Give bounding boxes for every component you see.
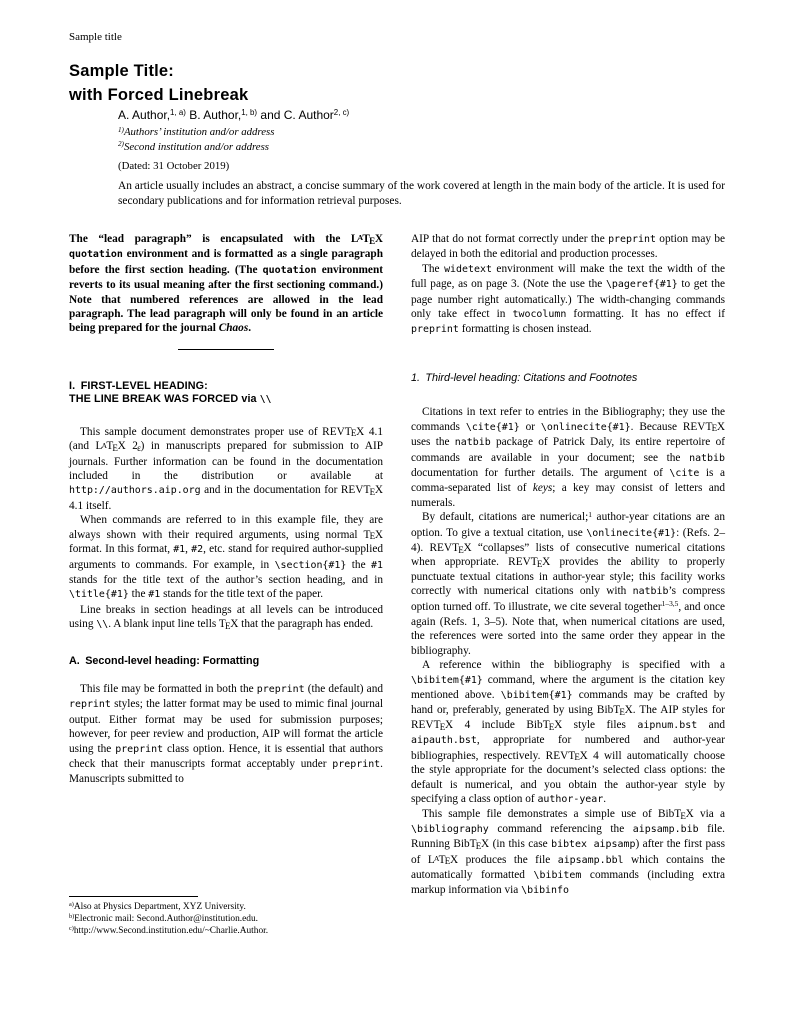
paragraph: This file may be formatted in both the preprint (the default) and reprint styles; the latter format may be used to mimic final journal output. Either format may be used for submission purposes; however, for peer review and production, AIP will format the article using the preprint class option. Hence, it is essential that authors check that their manuscripts format acceptably under preprint. Manuscripts submitted to bbox=[69, 683, 383, 786]
section-heading-line2: THE LINE BREAK WAS FORCED via \\ bbox=[69, 393, 272, 406]
paragraph: The widetext environment will make the text the width of the full page, as on page 3. (Note the use the \pageref{#1} to get the page number right automatically.) The width-changing commands only take effect in twocolumn formatting. It has no effect if preprint formatting is chosen instead. bbox=[411, 262, 725, 336]
affiliation-1: $^{1)}$Authors’ institution and/or address bbox=[118, 125, 275, 138]
running-head: Sample title bbox=[69, 31, 122, 43]
left-column bbox=[69, 232, 383, 787]
footnote-c: $^{c)}$http://www.Second.institution.edu/~Charlie.Author. bbox=[69, 924, 269, 936]
footnote-rule bbox=[69, 896, 198, 897]
separator-rule bbox=[178, 349, 274, 350]
right-column bbox=[411, 232, 725, 899]
paragraph: By default, citations are numerical;$^1$ author-year citations are an option. To give a textual citation, use \onlinecite{#1}: (Refs. 2–4). REVTEX “collapses” lists of consecutive numerical citations when appropriate. REVTEX provides the ability to properly punctuate textual citations in author-year style; this facility works correctly with numerical citations only with natbib’s compress option turned off. To illustrate, we cite several together$^{1-3,5}$, and once again (Refs. 1, 3–5). Note that, when numerical citations are used, the references were sorted into the same order they appear in the bibliography. bbox=[411, 509, 725, 657]
author-list: A. Author,$^{1, a)}$ B. Author,$^{1, b)}$ and C. Author$^{2, c)}$ bbox=[118, 108, 350, 122]
footnote-block bbox=[69, 896, 383, 937]
dated-line: (Dated: 31 October 2019) bbox=[118, 160, 230, 172]
paragraph: This sample file demonstrates a simple use of BibTEX via a \bibliography command referencing the aipsamp.bib file. Running BibTEX (in this case bibtex aipsamp) after the first pass of LATEX produces the file aipsamp.bbl which contains the automatically formatted \bibitem commands (including extra markup information via \bibinfo bbox=[411, 808, 726, 897]
abstract-text: An article usually includes an abstract, a concise summary of the work covered at length in the main body of the article. It is used for secondary publications and for information retrieval purposes. bbox=[118, 180, 725, 207]
footnote-a: $^{a)}$Also at Physics Department, XYZ University. bbox=[69, 901, 246, 912]
affiliations bbox=[118, 126, 274, 155]
lead-paragraph: The “lead paragraph” is encapsulated with the LATEX quotation environment and is formatted as a single paragraph before the first section heading. (The quotation environment reverts to its usual meaning after the first sectioning command.) Note that numbered references are allowed in the lead paragraph. The lead paragraph will only be found in an article being prepared for the journal Chaos. bbox=[69, 233, 383, 335]
section-heading-line1: I. FIRST-LEVEL HEADING: bbox=[69, 379, 208, 392]
subsection-heading-third-level: 1. Third-level heading: Citations and Footnotes bbox=[411, 371, 638, 384]
subsection-heading-second-level: A. Second-level heading: Formatting bbox=[69, 654, 260, 667]
paragraph: This sample document demonstrates proper use of REVTEX 4.1 (and LATEX 2ε) in manuscripts prepared for submission to AIP journals. Further information can be found in the documentation included in the distribution or available at http://authors.aip.org and in the documentation for REVTEX 4.1 itself. bbox=[69, 425, 383, 512]
paragraph: AIP that do not format correctly under the preprint option may be delayed in both the editorial and production processes. bbox=[411, 233, 725, 261]
paper-title-line2: with Forced Linebreak bbox=[69, 86, 249, 104]
paragraph: When commands are referred to in this example file, they are always shown with their required arguments, using normal TEX format. In this format, #1, #2, etc. stand for required author-supplied arguments to commands. For example, in \section{#1} the #1 stands for the title text of the author’s section heading, and in \title{#1} the #1 stands for the title text of the paper. bbox=[69, 514, 384, 601]
paper-title bbox=[69, 59, 248, 107]
paragraph: A reference within the bibliography is specified with a \bibitem{#1} command, where the argument is the citation key mentioned above. \bibitem{#1} commands may be crafted by hand or, preferably, generated by using BibTEX. The AIP styles for REVTEX 4 include BibTEX style files aipnum.bst and aipauth.bst, appropriate for numbered and author-year bibliographies, respectively. REVTEX 4 will automatically choose the style appropriate for the document’s selected class options: the default is numerical, and you obtain the author-year style by specifying a class option of author-year. bbox=[411, 659, 726, 805]
paragraph: Citations in text refer to entries in the Bibliography; they use the commands \cite{#1} or \onlinecite{#1}. Because REVTEX uses the natbib package of Patrick Daly, its entire repertoire of commands are available in your document; see the natbib documentation for further details. The argument of \cite is a comma-separated list of keys; a key may consist of letters and numerals. bbox=[411, 406, 726, 509]
footnote-b: $^{b)}$Electronic mail: Second.Author@institution.edu. bbox=[69, 913, 259, 924]
paper-title-line1: Sample Title: bbox=[69, 62, 174, 80]
paragraph: Line breaks in section headings at all levels can be introduced using \\. A blank input line tells TEX that the paragraph has ended. bbox=[69, 603, 383, 631]
affiliation-2: $^{2)}$Second institution and/or address bbox=[118, 140, 269, 153]
section-heading-first-level bbox=[69, 380, 383, 407]
